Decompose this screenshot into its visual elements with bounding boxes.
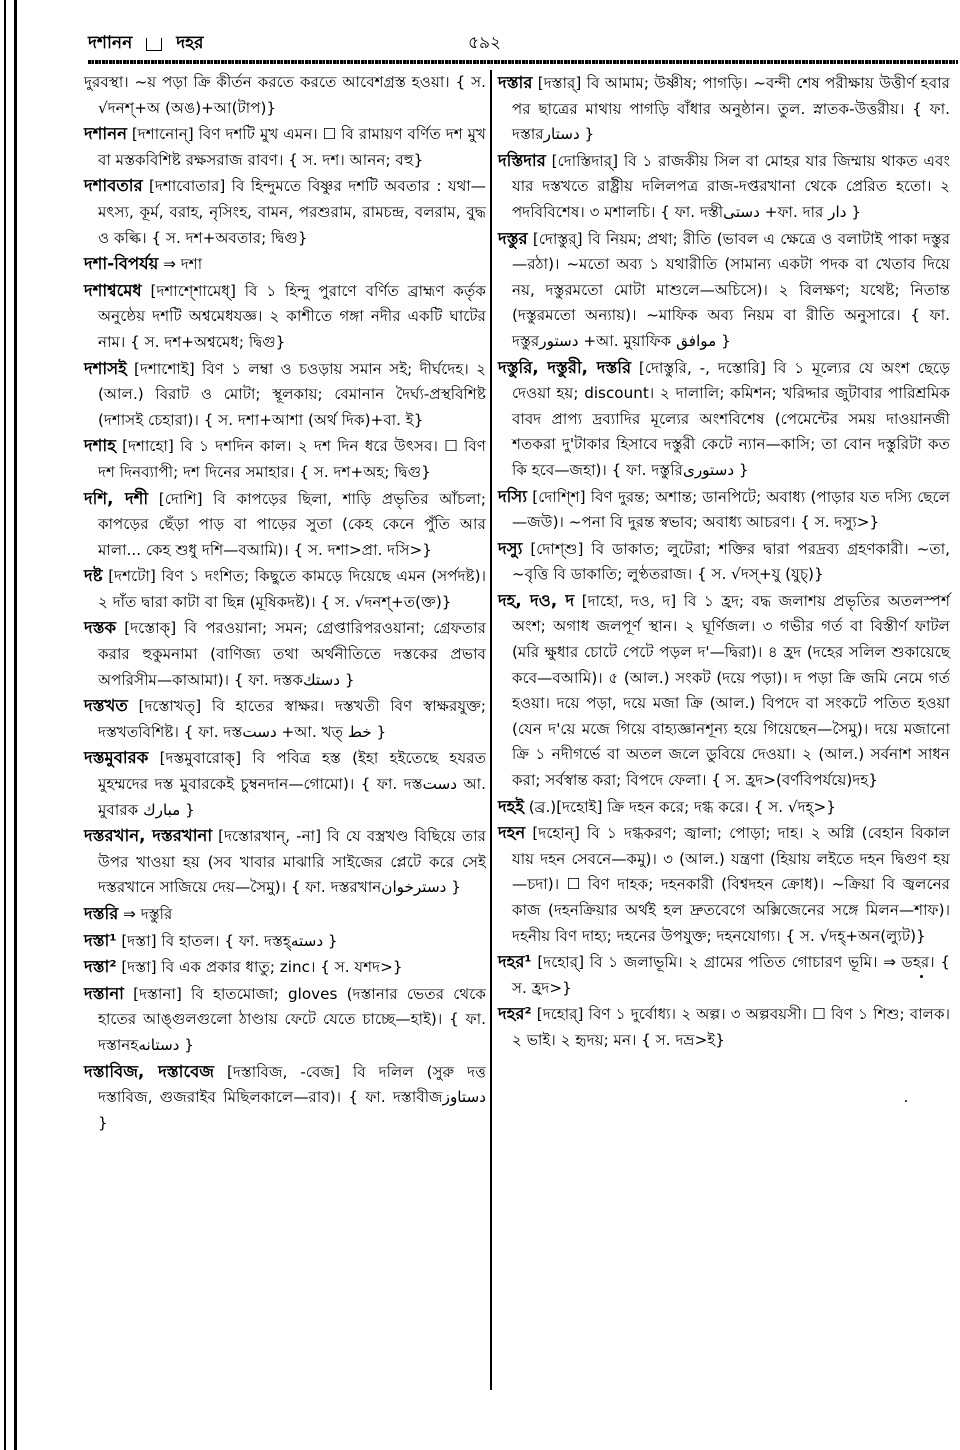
left-column	[84, 70, 486, 1136]
dictionary-entry	[84, 693, 486, 745]
entry-definition: আ. মুবারক	[98, 775, 487, 819]
entry-headword: দস্তিদার	[498, 150, 546, 170]
header-rule	[88, 60, 958, 64]
entry-definition: ⇒ দস্তুরি	[123, 905, 173, 923]
entry-arabic: دستاوز	[442, 1088, 486, 1107]
entry-definition: [দোশ্শু] বি ডাকাত; লুটেরা; শক্তির দ্বারা পরদ্রব্য গ্রহণকারী। ~তা, ~বৃত্তি বি ডাকাতি; লুণ্ঠতরাজ। { স. √দস্+যু (যুচ্)}	[512, 539, 951, 584]
entry-definition: [দহোর্] বিণ ১ দুর্বোধ্য। ২ অল্প। ৩ অল্পবয়সী। ☐ বিণ ১ শিশু; বালক। ২ ভাই। ২ হৃদয়; মন। { স. দভ্র>ই}	[512, 1005, 950, 1049]
column-divider	[490, 70, 492, 1390]
entry-definition: ⇒ দশা	[163, 255, 203, 274]
entry-arabic: دسته	[290, 931, 324, 950]
entry-definition: [দস্তাবিজ, -বেজ] বি দলিল (সুরু দত্ত দস্তাবিজ, গুজরাইব মিছিলকালে—রাব)। { ফা. দস্তাবীজ	[98, 1062, 486, 1107]
entry-definition: }	[98, 1113, 108, 1132]
entry-definition: [দস্তমুবারোক্] বি পবিত্র হস্ত (ইহা হইতেছে হযরত মুহম্মদের দস্ত মুবারকেই চুম্বনদান—গোমো)। { ফা. দস্ত	[98, 749, 486, 794]
entry-definition: }	[721, 331, 731, 350]
entry-headword: দস্তমুবারক	[84, 748, 149, 768]
dictionary-entry	[84, 1059, 486, 1137]
entry-headword: দহন	[498, 823, 526, 843]
entry-headword: দস্তক	[84, 618, 117, 638]
entry-definition: [দশানোন্] বিণ দশটি মুখ এমন। ☐ বি রামায়ণ বর্ণিত দশ মুখ বা মস্তকবিশিষ্ট রক্ষসরাজ রাবণ। { স. দশ। আনন; বহু}	[98, 125, 487, 169]
scan-speck	[920, 975, 923, 978]
entry-headword: দস্তাবিজ, দস্তাবেজ	[84, 1061, 215, 1081]
dictionary-entry	[498, 949, 950, 1001]
entry-definition: [দস্তোক্] বি পরওয়ানা; সমন; গ্রেপ্তারিপরওয়ানা; গ্রেফতার করার হুকুমনামা (বাণিজ্য তথা অর্থনীতিতে দস্তকের প্রভাব অপরিসীম—কাআমা)। { ফা. দস্তক	[98, 619, 486, 689]
entry-headword: দস্তা²	[84, 957, 117, 977]
guide-word-last: দহর	[176, 33, 204, 53]
entry-headword: দশানন	[84, 124, 127, 144]
entry-headword: দশি, দশী	[84, 488, 149, 508]
dictionary-entry	[84, 70, 486, 121]
entry-headword: দহর²	[498, 1004, 532, 1024]
entry-definition: }	[451, 878, 461, 897]
page-binding-edge	[0, 0, 17, 1450]
entry-arabic: دستور	[539, 331, 579, 350]
entry-arabic: دست	[242, 722, 277, 741]
entry-definition: [দস্তা] বি এক প্রকার ধাতু; zinc। { স. যশদ>}	[121, 958, 403, 977]
dictionary-entry	[498, 588, 950, 794]
dictionary-entry	[84, 433, 486, 485]
entry-headword: দহর¹	[498, 952, 532, 972]
entry-arabic: دستورى	[682, 460, 735, 479]
entry-headword: দশাশ্বমেধ	[84, 280, 142, 300]
dictionary-entry	[498, 484, 950, 536]
dictionary-entry	[84, 278, 486, 356]
entry-definition: [দস্তোরখান্, -না] বি যে বস্ত্রখণ্ড বিছিয়ে তার উপর খাওয়া হয় (সব খাবার মাঝারি সাইজের প্লেটে করে সেই দস্তরখানে সাজিয়ে দেয়—সৈমু)। { ফা. দস্তরখান	[98, 827, 487, 897]
entry-definition: [দস্তা] বি হাতল। { ফা. দস্তহ্	[121, 931, 291, 950]
dictionary-entry	[498, 536, 950, 588]
entry-headword: দস্তখত	[84, 696, 128, 716]
entry-arabic: دستار	[543, 125, 580, 144]
entry-definition: }	[584, 125, 595, 144]
entry-definition: [দোস্তুরি, -, দস্তোরি] বি ১ মূল্যের যে অংশ ছেড়ে দেওয়া হয়; discount। ২ দালালি; কমিশন; খরিদ্দার জুটাবার পারিশ্রমিক বাবদ প্রাপ্য দ্রব্যাদির মূল্যের অংশবিশেষ (পেমেন্টের সময় দাওয়ানজী শতকরা দু'টাকার হিসাবে দস্তুরী কেটে ন্যান—কাসি; তা বোন দস্তুরিটা কত কি হবে—জহা)। { ফা. দস্তুরি	[512, 358, 950, 479]
entry-definition: [দশাহো] বি ১ দশদিন কাল। ২ দশ দিন ধরে উৎসব। ☐ বিণ দশ দিনব্যাপী; দশ দিনের সমাহার। { স. দশ+অহ; দ্বিগু}	[98, 437, 486, 481]
entry-headword: দস্তা¹	[84, 930, 117, 950]
guide-separator-icon	[146, 38, 162, 51]
entry-definition: }	[344, 670, 355, 689]
dictionary-entry	[84, 486, 486, 564]
right-column	[498, 70, 950, 1054]
entry-arabic: موافق	[676, 331, 717, 350]
entry-definition: [দহোর্] বি ১ জলাভূমি। ২ গ্রামের পতিত গোচারণ ভূমি। ⇒ ডহর। { স. হ্রদ>}	[512, 953, 951, 997]
page-number: ৫৯২	[468, 33, 502, 53]
entry-definition: [দশাশ্শোমেধ্] বি ১ হিন্দু পুরাণে বর্ণিত ব্রাহ্মণ কর্তৃক অনুষ্ঠেয় দশটি অশ্বমেধযজ্ঞ। ২ কাশীতে গঙ্গা নদীর একটি ঘাটের নাম। { স. দশ+অশ্বমেধ; দ্বিগু}	[98, 281, 487, 351]
dictionary-entry	[498, 820, 950, 949]
entry-definition: [দোশি] বি কাপড়ের ছিলা, শাড়ি প্রভৃতির আঁচলা; কাপড়ের ছেঁড়া পাড় বা পাড়ের সুতা (কেহ কেনে পুঁতি আর মালা... কেহ শুধু দশি—বআমি)। { স. দশা>প্রা. দসি>}	[98, 489, 486, 559]
dictionary-entry	[84, 981, 486, 1059]
entry-definition: [দশাশোই] বিণ ১ লম্বা ও চওড়ায় সমান সই; দীর্ঘদেহ। ২ (আল.) বিরাট ও মোটা; স্থূলকায়; বেমানান দৈর্ঘ্য-প্রস্থবিশিষ্ট (দশাসই চেহারা)। { স. দশা+আশা (অর্থ দিক)+বা. ই}	[98, 359, 486, 429]
dictionary-entry	[498, 1001, 950, 1053]
dictionary-entry	[84, 563, 486, 615]
entry-headword: দশাহ	[84, 436, 116, 456]
entry-headword: দস্তুরি, দস্তুরী, দস্তরি	[498, 357, 632, 377]
guide-word-first: দশানন	[88, 33, 133, 53]
binding-line	[4, 0, 6, 1450]
entry-arabic: خط	[347, 722, 372, 741]
entry-arabic: دست	[422, 775, 457, 794]
page-header	[88, 30, 948, 58]
entry-definition: }	[184, 1035, 194, 1054]
entry-definition: [দস্তানা] বি হাতমোজা; gloves (দস্তানার ভেতর থেকে হাতের আঙ্গুলগুলো ঠাণ্ডায় ফেটে যেতে চাচ্ছে—হাই)। { ফা. দস্তানহ	[98, 984, 486, 1054]
dictionary-entry	[498, 148, 950, 226]
dictionary-entry	[84, 928, 486, 955]
dictionary-entry	[84, 356, 486, 434]
entry-arabic: دار	[828, 202, 847, 221]
entry-definition: }	[376, 722, 387, 741]
entry-headword: দস্তানা	[84, 983, 124, 1003]
scan-speck	[905, 1100, 907, 1102]
entry-definition: }	[327, 931, 338, 950]
entry-definition: [দোস্তুর্] বি নিয়ম; প্রথা; রীতি (ভাবল এ ক্ষেত্রে ও বলাটাই পাকা দস্তুর—রঠা)। ~মতো অব্য ১ যথারীতি (সামান্য একটা পদক বা খেতাব দিয়ে নয়, দস্তুরমতো মোটা মাশুলে—অচিসে)। ২ বিলক্ষণ; যথেষ্ট; নিতান্ত (দস্তুরমতো অন্যায়)। ~মাফিক অব্য নিয়ম বা রীতি অনুসারে। { ফা. দস্তুর	[512, 229, 950, 350]
entry-definition: [দস্তোখত্] বি হাতের স্বাক্ষর। দস্তখতী বিণ স্বাক্ষরযুক্ত; দস্তখতবিশিষ্ট। { ফা. দস্ত	[98, 697, 486, 741]
entry-headword: দশা-বিপর্যয়	[84, 254, 159, 274]
dictionary-entry	[84, 901, 486, 928]
entry-definition: দুরবস্থা। ~য় পড়া ক্রি কীর্তন করতে করতে আবেশগ্রস্ত হওয়া। { স. √দনশ্+অ (অঙ)+আ(টাপ)}	[84, 73, 486, 117]
entry-definition: (ব্র.)[দহোই] ক্রি দহন করে; দগ্ধ করে। { স. √দহ্>}	[528, 797, 836, 816]
entry-headword: দশাবতার	[84, 176, 143, 196]
entry-arabic: دستى	[723, 202, 760, 221]
dictionary-entry	[84, 745, 486, 823]
dictionary-entry	[84, 615, 486, 693]
dictionary-entry	[498, 794, 950, 821]
entry-definition: +ফা. দার	[764, 202, 829, 221]
entry-definition: }	[851, 202, 861, 221]
entry-definition: [দাহো, দও, দ] বি ১ হ্রদ; বদ্ধ জলাশয় প্রভৃতির অতলস্পর্শ অংশ; অগাধ জলপূর্ণ স্থান। ২ ঘূর্ণিজল। ৩ গভীর গর্ত বা বিস্তীর্ণ ফাটল (মরি ক্ষুধার চোটে পেটে পড়ল দ'—দ্বিরা)। ৪ হ্রদ (দহের সলিল শুকায়েছে কবে—বআমি)। ৫ (আল.) সংকট (দয়ে পড়া)। দ পড়া ক্রি জমি নেমে গর্ত হওয়া। দয়ে পড়া, দয়ে মজা ক্রি (আল.) বিপদে বা সংকটে পতিত হওয়া (যেন দ'য়ে মজে গিয়ে বাহ্যজ্ঞানশূন্য হয়ে গিয়েছেন—সৈমু)। দয়ে মজানো ক্রি ১ নদীগর্ভে বা অতল জলে ডুবিয়ে দেওয়া। ২ (আল.) সর্বনাশ সাধন করা; সর্বস্বান্ত করা; বিপদে ফেলা। { স. হ্রদ>(বর্ণবিপর্যয়ে)দহ}	[512, 591, 951, 790]
entry-arabic: دستانه	[138, 1035, 180, 1054]
entry-headword: দস্তার	[498, 73, 533, 92]
entry-headword: দস্যু	[498, 538, 523, 558]
entry-arabic: دسترخوان	[381, 878, 447, 897]
dictionary-entry	[84, 823, 486, 901]
dictionary-entry	[498, 226, 950, 355]
dictionary-entry	[498, 70, 950, 148]
dictionary-entry	[84, 251, 486, 278]
entry-definition: [দস্তার্] বি আমাম; উষ্ণীষ; পাগড়ি। ~বন্দী শেষ পরীক্ষায় উত্তীর্ণ হবার পর ছাত্রের মাথায় পাগড়ি বাঁধার অনুষ্ঠান। তুল. স্নাতক-উত্তরীয়। { ফা. দস্তার	[512, 74, 950, 144]
dictionary-entry	[84, 121, 486, 173]
entry-definition: [দোশ্শি] বিণ দুরন্ত; অশান্ত; ডানপিটে; অবাধ্য (পাড়ার যত দস্যি ছেলে—জউ)। ~পনা বি দুরন্ত স্বভাব; অবাধ্য আচরণ। { স. দস্যু>}	[512, 487, 951, 532]
entry-headword: দহই	[498, 796, 524, 816]
dictionary-entry	[498, 355, 950, 484]
dictionary-entry	[84, 954, 486, 981]
entry-headword: দস্তরি	[84, 904, 119, 923]
entry-definition: [দোস্তিদার্] বি ১ রাজকীয় সিল বা মোহর যার জিম্মায় থাকত এবং যার দস্তখতে রাষ্ট্রীয় দলিলপত্র রাজ-দপ্তরখানা থেকে প্রেরিত হতো। ২ পদবিবিশেষ। ৩ মশালচি। { ফা. দস্তী	[512, 151, 951, 221]
entry-definition: [দহোন্] বি ১ দগ্ধকরণ; জ্বালা; পোড়া; দাহ। ২ অগ্নি (বেহান বিকাল যায় দহন সেবনে—কমু)। ৩ (আল.) যন্ত্রণা (হিয়ায় লইতে দহন দ্বিগুণ হয়—চদা)। ☐ বিণ দাহক; দহনকারী (বিশ্বদহন ক্রোধ)। ~ক্রিয়া বি জ্বলনের কাজ (দহনক্রিয়ার অর্থই হল দ্রুতবেগে অক্সিজেনের সঙ্গে মিলন—শাফ)। দহনীয় বিণ দাহ্য; দহনের উপযুক্ত; দহনযোগ্য। { স. √দহ্+অন(ল্যুট)}	[512, 824, 950, 945]
entry-headword: দশাসই	[84, 358, 127, 378]
entry-definition: +আ. খত্	[281, 722, 348, 741]
entry-definition: +আ. মুয়াফিক	[583, 331, 677, 350]
entry-arabic: مبارك	[143, 800, 181, 819]
entry-definition: [দশাবোতার] বি হিন্দুমতে বিষ্ণুর দশটি অবতার : যথা— মৎস্য, কূর্ম, বরাহ, নৃসিংহ, বামন, পরশুরাম, রামচন্দ্র, বলরাম, বুদ্ধ ও কল্কি। { স. দশ+অবতার; দ্বিগু}	[98, 177, 486, 247]
guide-words	[88, 30, 203, 58]
entry-headword: দষ্ট	[84, 566, 103, 586]
entry-headword: দস্তরখান, দস্তরখানা	[84, 826, 213, 846]
entry-headword: দস্যি	[498, 486, 528, 506]
entry-definition: }	[185, 800, 195, 819]
entry-headword: দহ, দও, দ	[498, 590, 575, 610]
entry-arabic: دستك	[303, 670, 340, 689]
dictionary-entry	[84, 173, 486, 251]
entry-headword: দস্তুর	[498, 228, 528, 248]
entry-definition: [দশটো] বিণ ১ দংশিত; কিছুতে কামড়ে দিয়েছে এমন (সর্পদষ্ট)। ২ দাঁত দ্বারা কাটা বা ছিন্ন (মূষিকদষ্ট)। { স. √দনশ্+ত(ক্ত)}	[98, 567, 487, 611]
entry-definition: }	[738, 460, 749, 479]
